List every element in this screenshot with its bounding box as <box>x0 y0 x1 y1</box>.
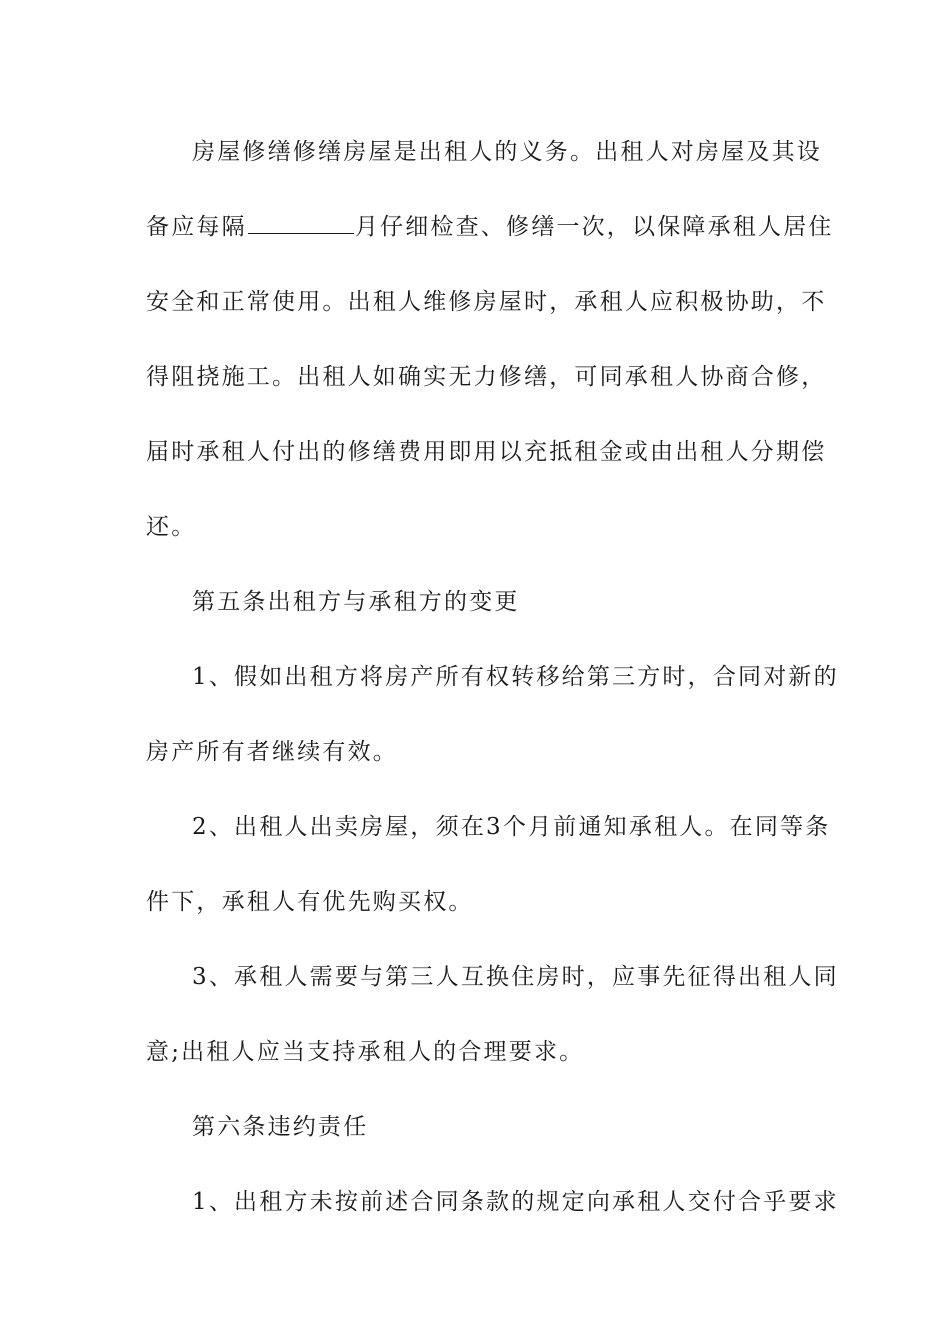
paragraph-repair-line-4: 得阻挠施工。出租人如确实无力修缮，可同承租人协商合修， <box>146 364 827 390</box>
item-5-3-line-2: 意;出租人应当支持承租人的合理要求。 <box>146 1039 585 1065</box>
paragraph-repair-line-3: 安全和正常使用。出租人维修房屋时，承租人应积极协助，不 <box>146 289 827 315</box>
fill-in-blank <box>248 215 354 234</box>
item-5-2-line-1: 2、出租人出卖房屋，须在3个月前通知承租人。在同等条 <box>192 814 831 840</box>
item-5-1-line-1: 1、假如出租方将房产所有权转移给第三方时，合同对新的 <box>192 664 839 690</box>
paragraph-repair-line-2 <box>146 212 834 242</box>
item-5-2-line-2: 件下，承租人有优先购买权。 <box>146 889 474 915</box>
paragraph-repair-line-6: 还。 <box>146 514 197 540</box>
article-6-title: 第六条违约责任 <box>192 1114 369 1140</box>
item-6-1-line-1: 1、出租方未按前述合同条款的规定向承租人交付合乎要求 <box>192 1189 839 1215</box>
paragraph-repair-line-1: 房屋修缮修缮房屋是出租人的义务。出租人对房屋及其设 <box>192 139 822 165</box>
line-2-text-after-blank: 月仔细检查、修缮一次，以保障承租人居住 <box>354 214 834 240</box>
paragraph-repair-line-5: 届时承租人付出的修缮费用即用以充抵租金或由出租人分期偿 <box>146 439 827 465</box>
line-2-text-before-blank: 备应每隔 <box>146 214 247 240</box>
article-5-title: 第五条出租方与承租方的变更 <box>192 589 520 615</box>
item-5-1-line-2: 房产所有者继续有效。 <box>146 739 398 765</box>
item-5-3-line-1: 3、承租人需要与第三人互换住房时，应事先征得出租人同 <box>192 964 839 990</box>
